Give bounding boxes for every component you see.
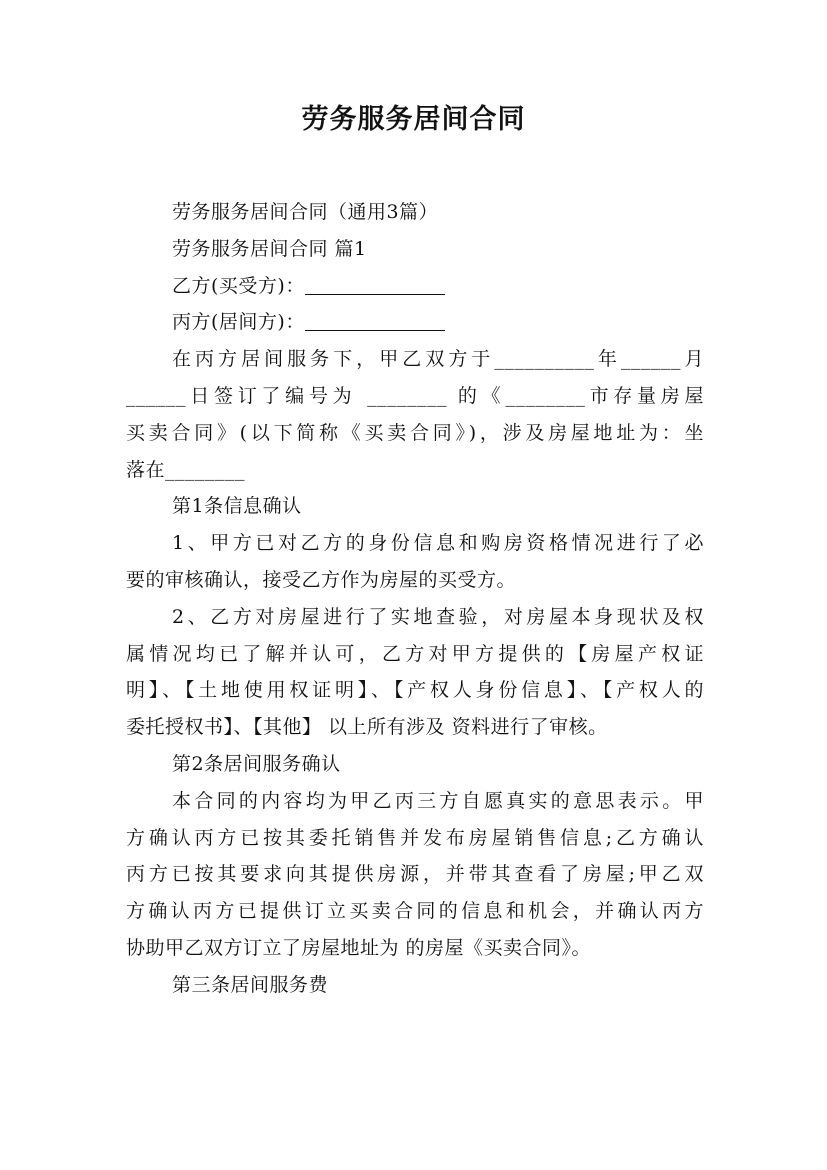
fill-in-blank bbox=[305, 308, 445, 331]
paragraph-line bbox=[126, 746, 704, 783]
paragraph-line bbox=[126, 415, 704, 452]
paragraph-line bbox=[126, 194, 704, 231]
line-text: 丙方(居间方)： bbox=[172, 311, 305, 334]
paragraph-line bbox=[126, 930, 704, 967]
paragraph-line bbox=[126, 488, 704, 525]
paragraph-line bbox=[126, 231, 704, 268]
paragraph-line bbox=[126, 893, 704, 930]
paragraph-line bbox=[126, 783, 704, 820]
line-text: 第三条居间服务费 bbox=[172, 973, 329, 996]
line-text: 落在________ bbox=[126, 458, 246, 481]
line-text: 本合同的内容均为甲乙丙三方自愿真实的意思表示。甲 bbox=[172, 789, 704, 812]
line-text: 委托授权书】、【其他】 以上所有涉及 资料进行了审核。 bbox=[126, 716, 608, 739]
line-text: 买卖合同》(以下简称《买卖合同》)，涉及房屋地址为：坐 bbox=[126, 421, 704, 444]
paragraph-line bbox=[126, 672, 704, 709]
line-text: 属情况均已了解并认可，乙方对甲方提供的【房屋产权证 bbox=[126, 642, 704, 665]
line-text: 方确认丙方已按其委托销售并发布房屋销售信息;乙方确认 bbox=[126, 826, 704, 849]
paragraph-line bbox=[126, 636, 704, 673]
line-text: 劳务服务居间合同（通用3篇） bbox=[172, 201, 439, 223]
line-text: 第2条居间服务确认 bbox=[172, 752, 341, 775]
line-text: 乙方(买受方)： bbox=[172, 274, 305, 297]
paragraph-line bbox=[126, 709, 704, 746]
paragraph-line bbox=[126, 967, 704, 1004]
paragraph-line bbox=[126, 856, 704, 893]
line-text: 丙方已按其要求向其提供房源，并带其查看了房屋;甲乙双 bbox=[126, 863, 704, 886]
paragraph-line bbox=[126, 525, 704, 562]
line-text: 协助甲乙双方订立了房屋地址为 的房屋《买卖合同》。 bbox=[126, 936, 592, 959]
paragraph-line bbox=[126, 378, 704, 415]
paragraph-line bbox=[126, 304, 704, 341]
fill-in-blank bbox=[305, 272, 445, 295]
line-text: 明】、【土地使用权证明】、【产权人身份信息】、【产权人的 bbox=[126, 679, 704, 702]
line-text: 2、乙方对房屋进行了实地查验，对房屋本身现状及权 bbox=[172, 605, 704, 628]
paragraph-line bbox=[126, 268, 704, 305]
line-text: 在丙方居间服务下，甲乙双方于__________年______月 bbox=[172, 348, 704, 371]
line-text: 要的审核确认，接受乙方作为房屋的买受方。 bbox=[126, 568, 517, 591]
document-body bbox=[126, 194, 704, 1004]
document-title: 劳务服务居间合同 bbox=[301, 104, 526, 135]
paragraph-line bbox=[126, 341, 704, 378]
line-text: 第1条信息确认 bbox=[172, 495, 302, 518]
line-text: 方确认丙方已提供订立买卖合同的信息和机会，并确认丙方 bbox=[126, 900, 704, 923]
paragraph-line bbox=[126, 562, 704, 599]
paragraph-line bbox=[126, 599, 704, 636]
line-text: ______日签订了编号为 ________ 的《________市存量房屋 bbox=[126, 384, 704, 407]
line-text: 1、甲方已对乙方的身份信息和购房资格情况进行了必 bbox=[172, 532, 704, 555]
paragraph-line bbox=[126, 452, 704, 489]
paragraph-line bbox=[126, 820, 704, 857]
line-text: 劳务服务居间合同 篇1 bbox=[172, 237, 367, 260]
